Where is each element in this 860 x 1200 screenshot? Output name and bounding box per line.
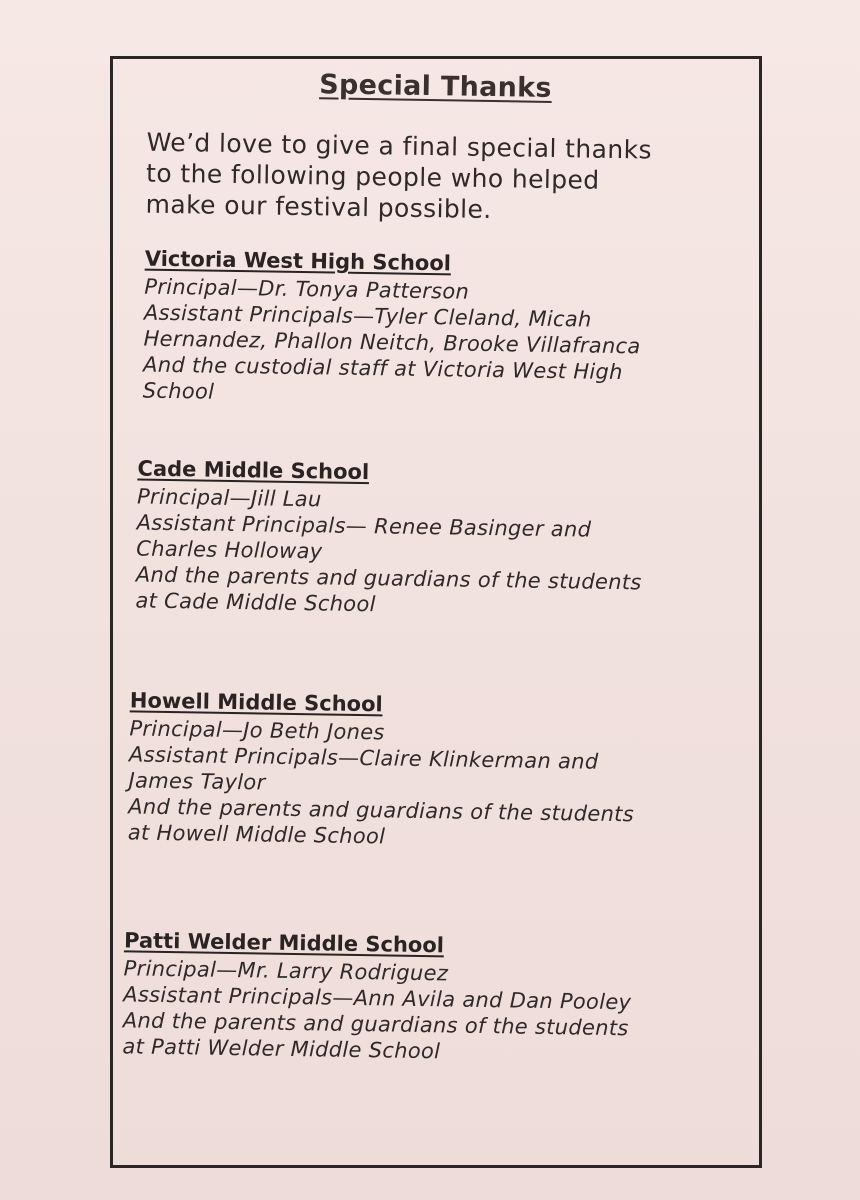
school-heading: Patti Welder Middle School bbox=[123, 928, 445, 958]
school-heading: Victoria West High School bbox=[144, 246, 452, 276]
thanks-line: And the parents and guardians of the students bbox=[135, 562, 642, 595]
page-title: Special Thanks bbox=[319, 69, 553, 104]
section-patti-welder bbox=[122, 928, 730, 1069]
thanks-line: Principal—Dr. Tonya Patterson bbox=[144, 274, 470, 304]
section-cade bbox=[135, 456, 743, 622]
section-victoria-west bbox=[143, 247, 751, 413]
thanks-line: Principal—Mr. Larry Rodriguez bbox=[123, 956, 449, 986]
intro-line: We’d love to give a final special thanks bbox=[146, 127, 653, 165]
thanks-line: Hernandez, Phallon Neitch, Brooke Villafranca bbox=[143, 326, 641, 359]
thanks-line: Principal—Jill Lau bbox=[136, 484, 322, 512]
thanks-line: And the parents and guardians of the students bbox=[128, 794, 635, 827]
thanks-line: And the custodial staff at Victoria West High bbox=[142, 352, 623, 385]
thanks-line: at Patti Welder Middle School bbox=[122, 1034, 441, 1064]
school-heading: Howell Middle School bbox=[129, 688, 383, 717]
thanks-line: Assistant Principals—Ann Avila and Dan Pooley bbox=[123, 982, 632, 1015]
thanks-line: Assistant Principals—Claire Klinkerman and bbox=[128, 742, 599, 774]
intro-paragraph bbox=[145, 127, 746, 229]
special-thanks-content bbox=[93, 56, 762, 1178]
thanks-line: And the parents and guardians of the students bbox=[122, 1008, 629, 1041]
thanks-line: School bbox=[142, 378, 215, 404]
thanks-line: at Cade Middle School bbox=[135, 588, 376, 617]
thanks-line: Principal—Jo Beth Jones bbox=[129, 716, 385, 745]
thanks-line: at Howell Middle School bbox=[127, 820, 386, 849]
intro-line: to the following people who helped bbox=[145, 158, 600, 195]
thanks-line: Charles Holloway bbox=[136, 536, 323, 564]
thanks-line: Assistant Principals— Renee Basinger and bbox=[136, 510, 592, 542]
section-howell bbox=[128, 688, 736, 854]
intro-line: make our festival possible. bbox=[145, 189, 492, 225]
school-heading: Cade Middle School bbox=[137, 456, 370, 485]
thanks-line: James Taylor bbox=[128, 768, 266, 795]
thanks-line: Assistant Principals—Tyler Cleland, Micah bbox=[143, 300, 592, 332]
